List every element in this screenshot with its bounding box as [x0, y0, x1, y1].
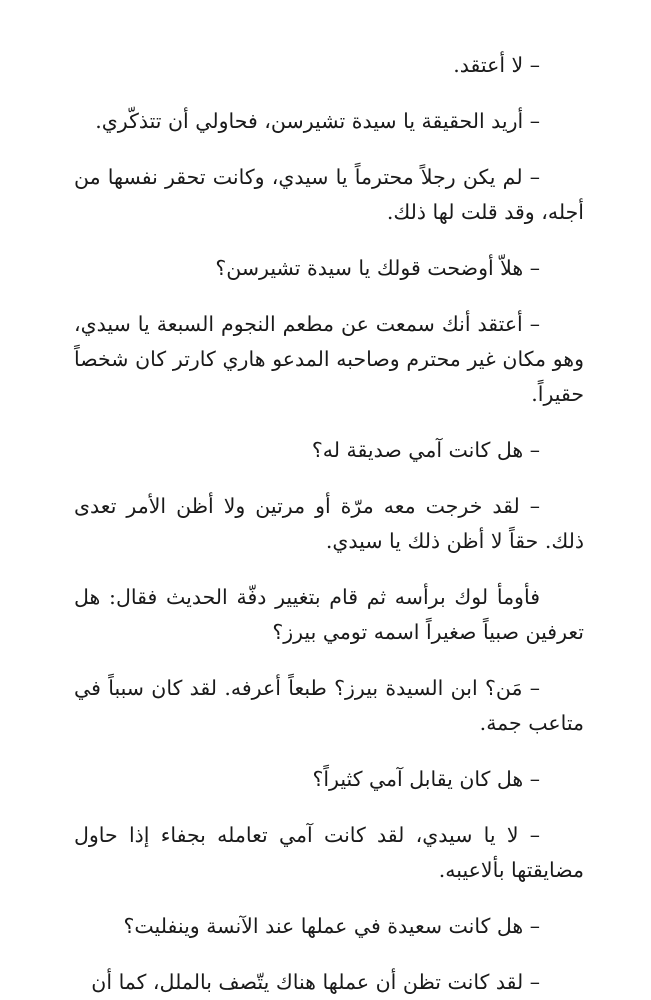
paragraph-spacer	[74, 83, 584, 104]
paragraph-spacer	[74, 650, 584, 671]
narration-paragraph: فأومأ لوك برأسه ثم قام بتغيير دفّة الحديث فقال: هل تعرفين صبياً صغيراً اسمه تومي بيرز؟	[74, 585, 584, 644]
paragraph-spacer	[74, 230, 584, 251]
dialogue-paragraph: – لقد كانت تظن أن عملها هناك يتّصف بالملل، كما أن	[91, 970, 540, 994]
dialogue-paragraph: – لا يا سيدي، لقد كانت آمي تعامله بجفاء إذا حاول مضايقتها بألاعيبه.	[74, 823, 584, 882]
paragraph-spacer	[74, 741, 584, 762]
paragraph-spacer	[74, 139, 584, 160]
paragraph-spacer	[74, 797, 584, 818]
paragraph-spacer	[74, 286, 584, 307]
dialogue-paragraph: – مَن؟ ابن السيدة بيرز؟ طبعاً أعرفه. لقد كان سبباً في متاعب جمة.	[74, 676, 584, 735]
paragraph-spacer	[74, 559, 584, 580]
dialogue-paragraph: – لقد خرجت معه مرّة أو مرتين ولا أظن الأمر تعدى ذلك. حقاً لا أظن ذلك يا سيدي.	[74, 494, 584, 553]
paragraph-spacer	[74, 412, 584, 433]
paragraph-spacer	[74, 888, 584, 909]
paragraph-spacer	[74, 944, 584, 965]
dialogue-paragraph: – أريد الحقيقة يا سيدة تشيرسن، فحاولي أن تتذكّري.	[95, 109, 540, 133]
book-page	[74, 48, 584, 1000]
dialogue-paragraph: – هل كانت آمي صديقة له؟	[311, 438, 540, 462]
dialogue-paragraph: – أعتقد أنك سمعت عن مطعم النجوم السبعة يا سيدي، وهو مكان غير محترم وصاحبه المدعو هاري كارتر كان شخصاً حقيراً.	[74, 312, 584, 406]
dialogue-paragraph: – هل كانت سعيدة في عملها عند الآنسة وينفليت؟	[123, 914, 540, 938]
paragraph-spacer	[74, 468, 584, 489]
dialogue-paragraph: – لم يكن رجلاً محترماً يا سيدي، وكانت تحقر نفسها من أجله، وقد قلت لها ذلك.	[74, 165, 584, 224]
dialogue-paragraph: – هلاّ أوضحت قولك يا سيدة تشيرسن؟	[215, 256, 540, 280]
dialogue-paragraph: – هل كان يقابل آمي كثيراً؟	[312, 767, 540, 791]
dialogue-paragraph: – لا أعتقد.	[453, 53, 540, 77]
